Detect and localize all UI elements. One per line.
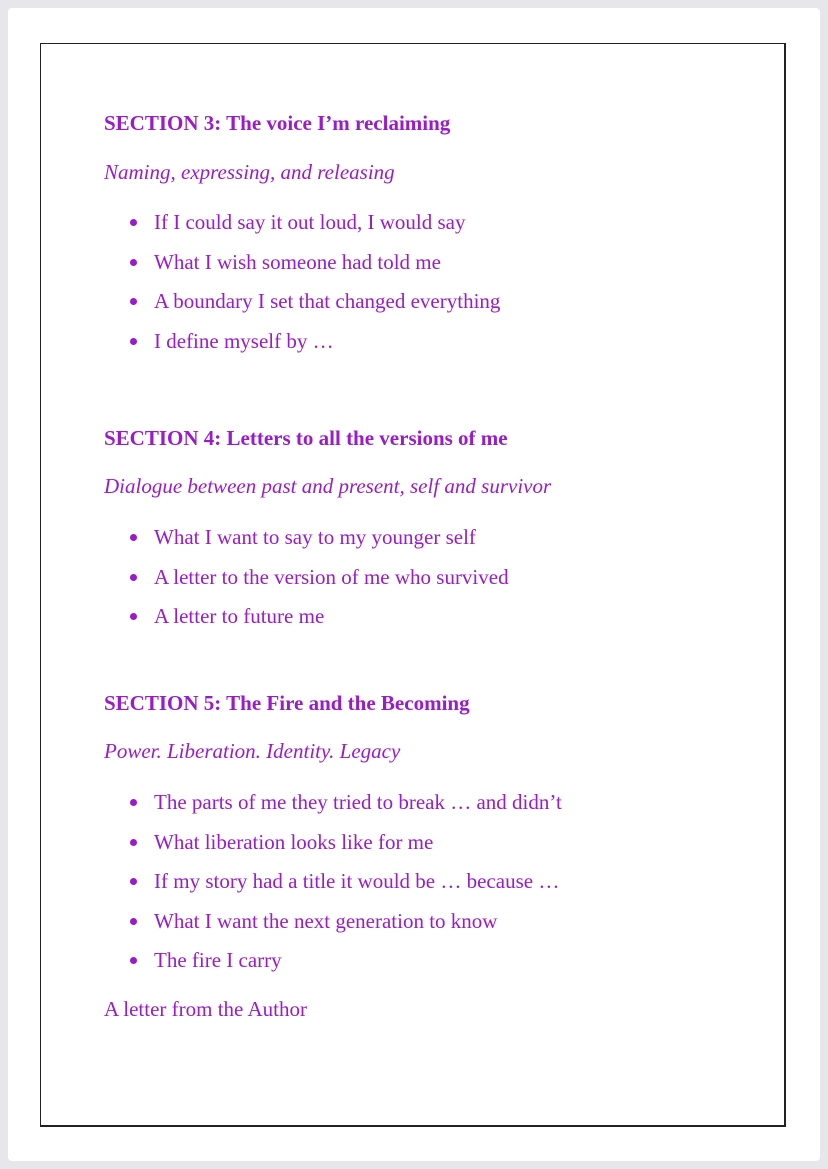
list-item [130, 525, 509, 565]
section-3-title: SECTION 3: The voice I’m reclaiming [104, 111, 451, 135]
list-item [130, 250, 500, 290]
list-item-text: What I want to say to my younger self [154, 525, 476, 549]
list-item [130, 909, 562, 949]
list-item [130, 948, 562, 988]
list-item-text: What I wish someone had told me [154, 249, 441, 274]
section-4-list [130, 525, 509, 644]
list-item [130, 329, 500, 369]
bullet-icon [130, 918, 137, 925]
section-4-subtitle: Dialogue between past and present, self and survivor [104, 474, 552, 498]
bullet-icon [130, 534, 137, 541]
list-item [130, 565, 509, 605]
list-item-text: I define myself by … [154, 328, 334, 353]
list-item [130, 604, 509, 644]
section-4-title: SECTION 4: Letters to all the versions of me [104, 426, 508, 450]
list-item-text: The fire I carry [154, 948, 282, 972]
list-item [130, 790, 562, 830]
closing-line: A letter from the Author [104, 997, 307, 1021]
list-item [130, 289, 500, 329]
bullet-icon [130, 957, 137, 964]
section-5-subtitle: Power. Liberation. Identity. Legacy [104, 739, 401, 763]
bullet-icon [130, 799, 137, 806]
list-item-text: The parts of me they tried to break … and didn’t [154, 790, 562, 814]
section-5-title: SECTION 5: The Fire and the Becoming [104, 691, 470, 715]
section-3-subtitle: Naming, expressing, and releasing [104, 160, 395, 184]
bullet-icon [130, 338, 137, 345]
bullet-icon [130, 839, 137, 846]
list-item-text: If my story had a title it would be … because … [154, 869, 560, 893]
bullet-icon [130, 878, 137, 885]
section-5-list [130, 790, 562, 988]
list-item-text: A letter to the version of me who survived [154, 564, 509, 589]
bullet-icon [130, 613, 137, 620]
section-3-list [130, 210, 500, 368]
list-item-text: A letter to future me [154, 604, 325, 628]
list-item-text: What liberation looks like for me [154, 829, 434, 854]
list-item-text: If I could say it out loud, I would say [154, 210, 466, 234]
bullet-icon [130, 574, 137, 581]
list-item [130, 210, 500, 250]
bullet-icon [130, 259, 137, 266]
list-item-text: What I want the next generation to know [154, 908, 498, 933]
list-item [130, 830, 562, 870]
list-item-text: A boundary I set that changed everything [154, 289, 501, 313]
list-item [130, 869, 562, 909]
bullet-icon [130, 298, 137, 305]
bullet-icon [130, 219, 137, 226]
